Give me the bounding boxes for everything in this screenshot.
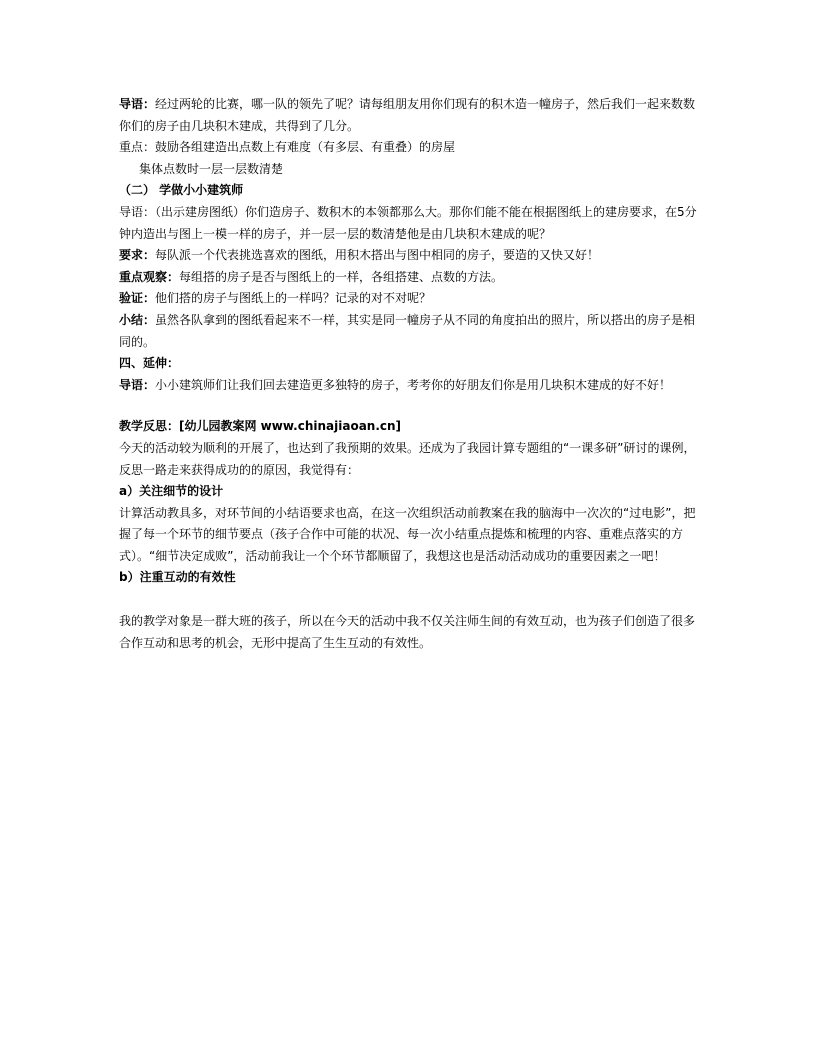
verification-label: 验证：: [119, 291, 156, 306]
section-4-heading: 四、延伸：: [119, 356, 180, 371]
guide-paragraph-2: [119, 202, 699, 245]
requirement-text: 每队派一个代表挑选喜欢的图纸，用积木搭出与图中相同的房子，要造的又快又好！: [155, 248, 600, 263]
summary-label: 小结：: [119, 312, 156, 327]
requirement-label: 要求：: [119, 248, 156, 263]
reflection-paragraph: 今天的活动较为顺利的开展了，也达到了我预期的效果。还成为了我园计算专题组的“一课多研”研讨的课例，反思一路走来获得成功的的原因，我觉得有：: [119, 440, 696, 477]
summary-paragraph: [119, 310, 699, 353]
guide-label: 导语：: [119, 97, 156, 111]
key-point-paragraph: [119, 137, 699, 159]
guide-text: （出示建房图纸）你们造房子、数积木的本领都那么大。那你们能不能在根据图纸上的建房要求，在5分钟内造出与图上一模一样的房子，并一层一层的数清楚他是由几块积木建成的呢？: [119, 204, 697, 241]
section-2-heading: （二） 学做小小建筑师: [119, 183, 244, 198]
extension-label: 导语：: [119, 377, 156, 392]
guide-paragraph-1: [119, 94, 699, 137]
observation-text: 每组搭的房子是否与图纸上的一样，各组搭建、点数的方法。: [179, 269, 504, 284]
requirement-paragraph: [119, 245, 699, 267]
subheading-b: b）注重互动的有效性: [119, 570, 236, 585]
key-point-continuation: 集体点数时一层一层数清楚: [139, 161, 284, 176]
observation-paragraph: [119, 267, 699, 289]
extension-paragraph: [119, 375, 699, 397]
key-point-label: 重点：: [119, 140, 156, 155]
document-page: [119, 94, 699, 654]
summary-text: 虽然各队拿到的图纸看起来不一样，其实是同一幢房子从不同的角度拍出的照片，所以搭出的房子是相同的。: [119, 312, 696, 349]
subsection-b-paragraph: 我的教学对象是一群大班的孩子，所以在今天的活动中我不仅关注师生间的有效互动，也为孩子们创造了很多合作互动和思考的机会，无形中提高了生生互动的有效性。: [119, 614, 696, 650]
subsection-a-paragraph: 计算活动教具多，对环节间的小结语要求也高，在这一次组织活动前教案在我的脑海中一次次的“过电影”，把握了每一个环节的细节要点（孩子合作中可能的状况、每一次小结重点提炼和梳理的内容、重难点落实的方式）。“细节决定成败”，活动前我让一个个环节都顺留了，我想这也是活动活动成功的重要因素之一吧！: [119, 505, 696, 563]
extension-text: 小小建筑师们让我们回去建造更多独特的房子，考考你的好朋友们你是用几块积木建成的好不好！: [155, 377, 672, 392]
subheading-a: a）关注细节的设计: [119, 484, 224, 499]
guide-label: 导语：: [119, 204, 156, 219]
verification-text: 他们搭的房子与图纸上的一样吗？记录的对不对呢？: [155, 291, 432, 306]
observation-label: 重点观察：: [119, 269, 180, 284]
reflection-heading: 教学反思：[幼儿园教案网 www.chinajiaoan.cn]: [119, 419, 402, 434]
guide-text: 经过两轮的比赛，哪一队的领先了呢？请每组朋友用你们现有的积木造一幢房子，然后我们一起来数数你们的房子由几块积木建成，共得到了几分。: [119, 97, 696, 133]
key-point-text: 鼓励各组建造出点数上有难度（有多层、有重叠）的房屋: [155, 140, 456, 155]
verification-paragraph: [119, 288, 699, 310]
